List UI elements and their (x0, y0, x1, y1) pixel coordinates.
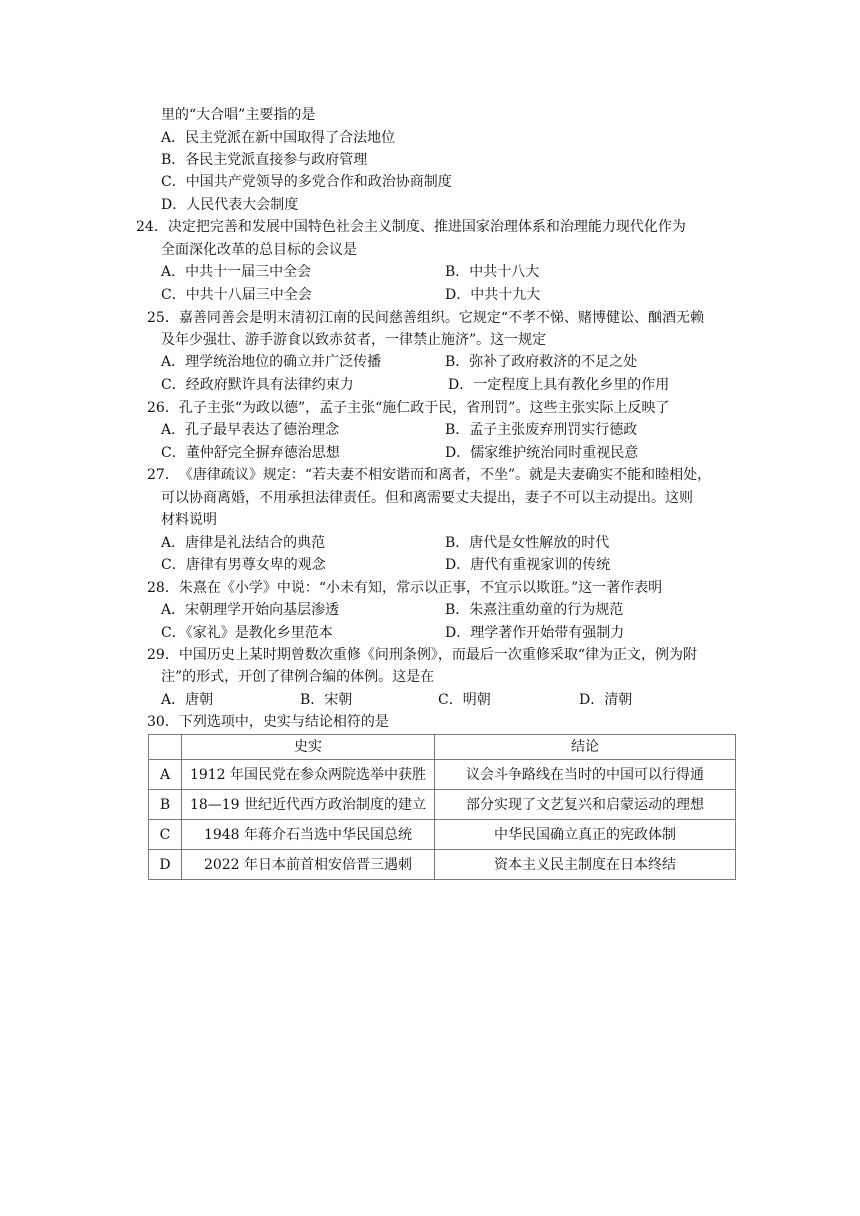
q29-stem-text: 中国历史上某时期曾数次重修《问刑条例》，而最后一次重修采取“律为正文，例为附 (178, 647, 697, 663)
table-header-cell (149, 735, 182, 760)
q28-stem-line1 (147, 578, 662, 598)
table-cell-fact: 1948 年蒋介石当选中华民国总统 (182, 820, 435, 850)
q26-option-a[interactable]: A．孔子最早表达了德治理念 (161, 422, 340, 438)
q25-stem-line2: 及年少强壮、游手游食以致赤贫者，一律禁止施济”。这一规定 (161, 332, 547, 348)
q28-option-b[interactable]: B．朱熹注重幼童的行为规范 (445, 602, 624, 618)
q26-number: 26． (147, 400, 179, 416)
q30-table (148, 734, 736, 880)
q26-stem-line1 (147, 398, 669, 418)
q26-option-c[interactable]: C．董仲舒完全摒弃德治思想 (161, 445, 340, 461)
table-cell-fact: 2022 年日本前首相安倍晋三遇刺 (182, 850, 435, 880)
q27-stem-text: 《唐律疏议》规定：“若夫妻不相安谐而和离者，不坐”。就是夫妻确实不能和睦相处， (178, 467, 712, 483)
table-cell-conclusion: 议会斗争路线在当时的中国可以行得通 (435, 760, 736, 790)
table-header-cell: 结论 (435, 735, 736, 760)
q26-stem-text: 孔子主张“为政以德”，孟子主张“施仁政于民，省刑罚”。这些主张实际上反映了 (178, 400, 670, 416)
q24-option-d[interactable]: D．中共十九大 (445, 287, 541, 303)
q24-option-c[interactable]: C．中共十八届三中全会 (161, 287, 312, 303)
q30-number: 30． (147, 714, 179, 730)
table-cell-conclusion: 资本主义民主制度在日本终结 (435, 850, 736, 880)
q29-option-d[interactable]: D．清朝 (579, 692, 633, 708)
q28-option-a[interactable]: A．宋朝理学开始向基层渗透 (161, 602, 340, 618)
table-cell-fact: 1912 年国民党在参众两院选举中获胜 (182, 760, 435, 790)
q27-option-c[interactable]: C．唐律有男尊女卑的观念 (161, 557, 326, 573)
table-cell-option: D (149, 850, 182, 880)
q29-stem-line2: 注”的形式，开创了律例合编的体例。这是在 (161, 669, 435, 685)
q30-stem-text: 下列选项中，史实与结论相符的是 (178, 714, 389, 730)
q25-option-b[interactable]: B．弥补了政府救济的不足之处 (445, 354, 638, 370)
q23-option-c[interactable]: C．中国共产党领导的多党合作和政治协商制度 (161, 174, 452, 190)
table-row[interactable] (149, 850, 736, 880)
table-row[interactable] (149, 760, 736, 790)
q25-stem-text: 嘉善同善会是明末清初江南的民间慈善组织。它规定“不孝不悌、赌博健讼、酗酒无赖 (178, 310, 704, 326)
q29-option-b[interactable]: B．宋朝 (300, 692, 353, 708)
q30-stem-line1 (147, 712, 389, 732)
q25-option-a[interactable]: A．理学统治地位的确立并广泛传播 (161, 354, 382, 370)
q27-option-a[interactable]: A．唐律是礼法结合的典范 (161, 535, 326, 551)
q23-option-b[interactable]: B．各民主党派直接参与政府管理 (161, 152, 368, 168)
q24-option-b[interactable]: B．中共十八大 (445, 264, 540, 280)
q26-option-b[interactable]: B．孟子主张废弃刑罚实行德政 (445, 422, 638, 438)
q28-stem-text: 朱熹在《小学》中说：“小未有知，常示以正事，不宜示以欺诳。”这一著作表明 (178, 580, 663, 596)
table-row[interactable] (149, 790, 736, 820)
q29-stem-line1 (147, 645, 697, 665)
q28-option-d[interactable]: D．理学著作开始带有强制力 (445, 625, 625, 641)
q27-stem-line1 (147, 465, 711, 485)
q28-option-c[interactable]: C．《家礼》是教化乡里范本 (161, 625, 333, 641)
q27-number: 27． (147, 467, 179, 483)
q26-option-d[interactable]: D．儒家维护统治同时重视民意 (445, 445, 639, 461)
table-cell-fact: 18—19 世纪近代西方政治制度的建立 (182, 790, 435, 820)
table-cell-conclusion: 部分实现了文艺复兴和启蒙运动的理想 (435, 790, 736, 820)
q25-number: 25． (147, 310, 179, 326)
q24-stem-text: 决定把完善和发展中国特色社会主义制度、推进国家治理体系和治理能力现代化作为 (167, 219, 686, 235)
q27-option-d[interactable]: D．唐代有重视家训的传统 (445, 557, 611, 573)
q27-stem-line2: 可以协商离婚，不用承担法律责任。但和离需要丈夫提出，妻子不可以主动提出。这则 (161, 490, 693, 506)
q25-option-c[interactable]: C．经政府默许具有法律约束力 (161, 377, 354, 393)
q23-stem: 里的“大合唱”主要指的是 (161, 107, 316, 123)
table-cell-option: A (149, 760, 182, 790)
table-cell-option: B (149, 790, 182, 820)
q24-option-a[interactable]: A．中共十一届三中全会 (161, 264, 312, 280)
q27-option-b[interactable]: B．唐代是女性解放的时代 (445, 535, 610, 551)
table-cell-conclusion: 中华民国确立真正的宪政体制 (435, 820, 736, 850)
q29-option-a[interactable]: A．唐朝 (161, 692, 214, 708)
q24-number: 24． (136, 219, 168, 235)
q23-option-a[interactable]: A．民主党派在新中国取得了合法地位 (161, 130, 396, 146)
q25-stem-line1 (147, 308, 704, 328)
q24-stem-line1 (136, 217, 686, 237)
q28-number: 28． (147, 580, 179, 596)
table-row[interactable] (149, 820, 736, 850)
q29-number: 29． (147, 647, 179, 663)
q25-option-d[interactable]: D．一定程度上具有教化乡里的作用 (448, 377, 670, 393)
q29-option-c[interactable]: C．明朝 (438, 692, 491, 708)
table-header-row (149, 735, 736, 760)
q24-stem-line2: 全面深化改革的总目标的会议是 (161, 242, 357, 258)
table-header-cell: 史实 (182, 735, 435, 760)
table-cell-option: C (149, 820, 182, 850)
q27-stem-line3: 材料说明 (161, 512, 217, 528)
q23-option-d[interactable]: D．人民代表大会制度 (161, 197, 299, 213)
